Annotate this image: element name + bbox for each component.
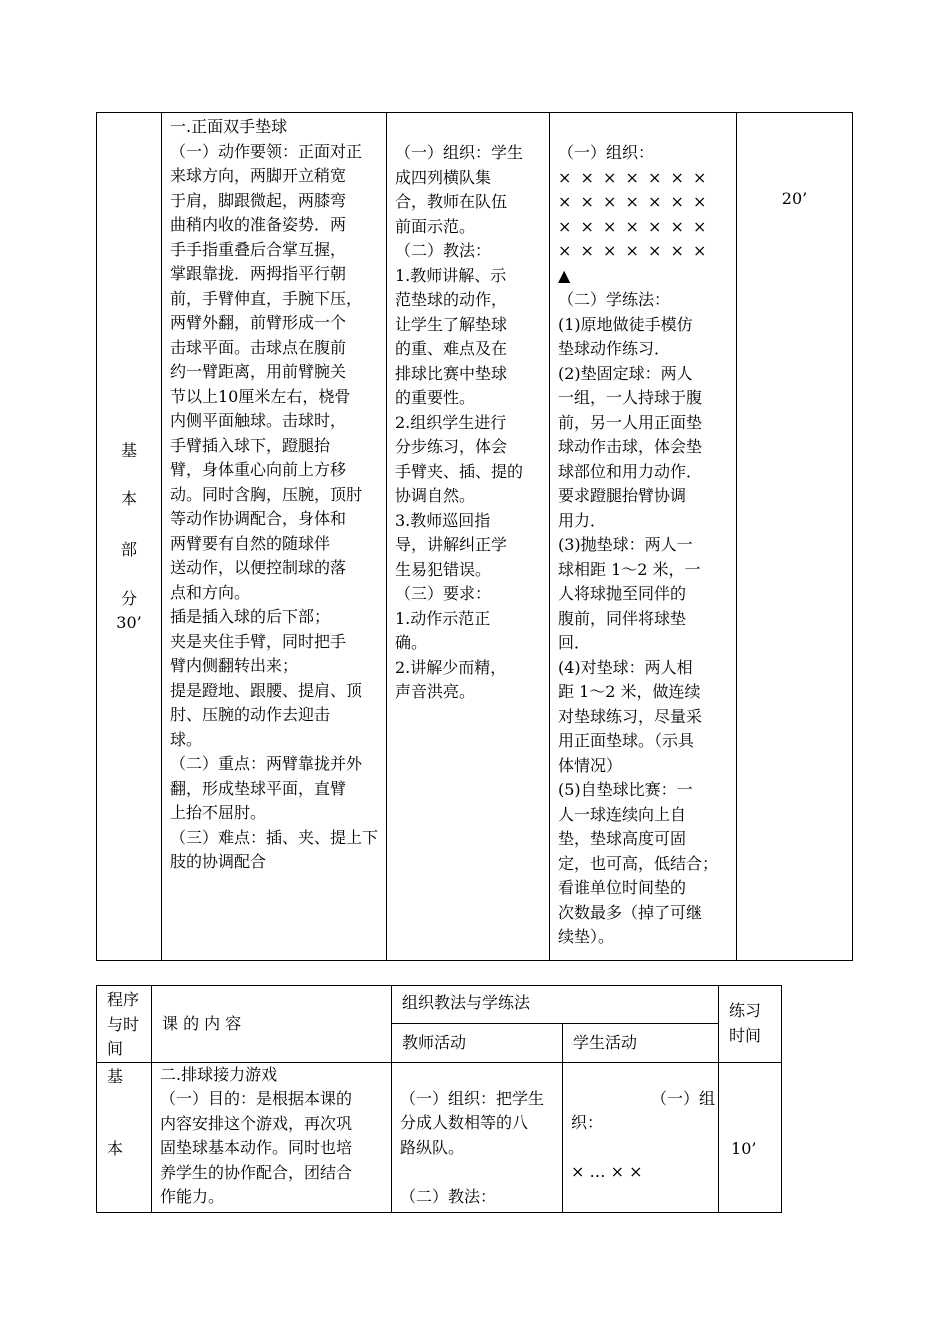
- header-organization: [392, 986, 719, 1024]
- student-line: 用正面垫球。（示具: [558, 731, 695, 750]
- row-practice-time: 10’: [731, 1138, 757, 1158]
- section-label-line: 部: [120, 540, 137, 559]
- header-teacher: [392, 1024, 563, 1062]
- student-line: 续垫）。: [558, 927, 615, 946]
- content-line: 翻，形成垫球平面，直臂: [170, 778, 347, 798]
- student-line: × × × × × × ×: [558, 167, 709, 187]
- teacher-line: 的重、难点及在: [395, 339, 508, 358]
- row-label-cell: [97, 1062, 152, 1212]
- teacher-line: 排球比赛中垫球: [395, 363, 508, 383]
- student-line: 垫，垫球高度可固: [558, 829, 687, 848]
- content-line: 臂内侧翻转出来；: [170, 656, 299, 675]
- header-teacher-label: 教师活动: [402, 1032, 467, 1052]
- content-line: 作能力。: [160, 1187, 225, 1206]
- student-line: 人一球连续向上自: [558, 804, 687, 824]
- student-line: 球部位和用力动作．: [558, 461, 703, 481]
- row-label-line: 基: [107, 1066, 124, 1086]
- content-line: 一.正面双手垫球: [170, 117, 288, 136]
- row-label-line: 本: [107, 1139, 124, 1158]
- content-line: 手手指重叠后合掌互握，: [170, 239, 347, 259]
- header-lesson-content: [152, 986, 392, 1063]
- student-line: × … × ×: [571, 1162, 643, 1181]
- content-line: 提是蹬地、跟腰、提肩、顶: [170, 680, 363, 700]
- teacher-line: 协调自然。: [395, 486, 476, 505]
- content-line: （一）目的：是根据本课的: [160, 1089, 353, 1108]
- teacher-line: 2.组织学生进行: [395, 412, 507, 432]
- content-line: 插是插入球的后下部；: [170, 607, 331, 626]
- row-teacher-text: [392, 1063, 562, 1210]
- student-line: 距 1～2 米，做连续: [558, 682, 701, 701]
- student-line: 腹前，同伴将球垫: [558, 608, 687, 628]
- lesson-content-cell: [162, 113, 387, 961]
- teacher-line: 范垫球的动作，: [395, 290, 508, 309]
- content-line: 击球平面。击球点在腹前: [170, 337, 347, 357]
- student-line: 前，另一人用正面垫: [558, 412, 703, 432]
- lesson-table-part2: [96, 985, 782, 1213]
- student-line: × × × × × × ×: [558, 192, 709, 211]
- lesson-table-part1: [96, 112, 853, 961]
- student-line: 对垫球练习，尽量采: [558, 706, 703, 726]
- student-line: ▲: [558, 265, 571, 285]
- teacher-line: 导，讲解纠正学: [395, 535, 508, 554]
- teacher-line: 前面示范。: [395, 216, 476, 236]
- student-line: 体情况）: [558, 755, 623, 775]
- teacher-line: 1.动作示范正: [395, 608, 491, 628]
- content-line: 手臂插入球下，蹬腿抬: [170, 435, 331, 455]
- teacher-line: （二）教法：: [400, 1186, 497, 1206]
- student-line: 一组，一人持球于腹: [558, 388, 703, 407]
- header-student-label: 学生活动: [573, 1032, 638, 1052]
- teacher-line: 生易犯错误。: [395, 559, 492, 579]
- student-line: (3)抛垫球：两人一: [558, 535, 693, 554]
- content-line: 固垫球基本动作。同时也培: [160, 1138, 353, 1157]
- content-line: 两臂外翻，前臂形成一个: [170, 313, 347, 332]
- content-line: 二.排球接力游戏: [160, 1064, 278, 1084]
- student-line: 要求蹬腿抬臂协调: [558, 486, 687, 505]
- row-content-text: [152, 1063, 391, 1210]
- teacher-line: 1.教师讲解、示: [395, 265, 507, 285]
- teacher-line: 声音洪亮。: [395, 682, 476, 701]
- content-line: 动。同时含胸，压腕，顶肘: [170, 484, 363, 504]
- teacher-line: [400, 1160, 556, 1185]
- teacher-line: 成四列横队集: [395, 167, 492, 187]
- student-line: (2)垫固定球：两人: [558, 363, 693, 383]
- content-line: 来球方向，两脚开立稍宽: [170, 166, 347, 185]
- section-label-line: 30’: [116, 613, 142, 632]
- student-line: 看谁单位时间垫的: [558, 878, 687, 897]
- teacher-line: 让学生了解垫球: [395, 314, 508, 334]
- content-line: 养学生的协作配合，团结合: [160, 1162, 353, 1182]
- time-cell: [737, 113, 853, 961]
- student-line: (5)自垫球比赛：一: [558, 780, 693, 799]
- student-line: 回．: [558, 633, 591, 652]
- teacher-line: 2.讲解少而精，: [395, 657, 507, 677]
- content-line: 两臂要有自然的随球伴: [170, 533, 331, 553]
- row-time-cell: [719, 1062, 782, 1212]
- teacher-line: 确。: [395, 633, 428, 652]
- content-line: 肘、压腕的动作去迎击: [170, 705, 331, 724]
- student-line: × × × × × × ×: [558, 216, 709, 236]
- teacher-line: （三）要求：: [395, 584, 492, 603]
- teacher-line: 3.教师巡回指: [395, 510, 491, 530]
- content-line: 前，手臂伸直，手腕下压，: [170, 288, 363, 308]
- section-label-cell: [97, 113, 162, 961]
- header-student: [563, 1024, 719, 1062]
- practice-time: 20’: [781, 189, 808, 208]
- student-activity-text: [550, 113, 736, 950]
- lesson-content-text: [162, 113, 386, 875]
- content-line: 上抬不屈肘。: [170, 803, 267, 822]
- header-content-label: 课 的 内 容: [162, 1013, 242, 1033]
- student-line: 定，也可高，低结合；: [558, 853, 719, 873]
- teacher-line: 分成人数相等的八: [400, 1113, 529, 1132]
- header-line: 与时: [107, 1014, 140, 1034]
- header-line: 程序: [107, 990, 140, 1009]
- student-line: 垫球动作练习．: [558, 339, 671, 358]
- student-line: 球相距 1～2 米，一: [558, 559, 701, 579]
- teacher-line: 的重要性。: [395, 388, 476, 407]
- teacher-line: （二）教法：: [395, 241, 492, 260]
- content-line: 于肩，脚跟微起，两膝弯: [170, 190, 347, 210]
- teacher-activity-text: [387, 113, 549, 705]
- content-line: 肢的协调配合: [170, 852, 267, 871]
- student-line: 用力．: [558, 510, 607, 530]
- row-student-cell: [563, 1062, 719, 1212]
- section-label-line: 基: [120, 441, 137, 460]
- row-teacher-cell: [392, 1062, 563, 1212]
- student-line: [571, 1136, 712, 1161]
- content-line: 内侧平面触球。击球时，: [170, 411, 347, 430]
- content-line: 送动作，以便控制球的落: [170, 558, 347, 577]
- header-procedure-time: [97, 986, 152, 1063]
- section-label-line: 本: [120, 489, 137, 508]
- content-line: 掌跟靠拢．两拇指平行朝: [170, 264, 347, 283]
- teacher-line: 合，教师在队伍: [395, 192, 508, 211]
- content-line: 节以上10厘米左右，桡骨: [170, 386, 351, 406]
- student-line: （二）学练法：: [558, 290, 671, 309]
- row-content-cell: [152, 1062, 392, 1212]
- teacher-line: 手臂夹、插、提的: [395, 461, 524, 481]
- header-organization-label: 组织教法与学练法: [402, 993, 531, 1012]
- teacher-activity-cell: [387, 113, 550, 961]
- content-line: 内容安排这个游戏，再次巩: [160, 1113, 353, 1133]
- student-line: 织：: [571, 1113, 604, 1132]
- teacher-line: （一）组织：把学生: [400, 1088, 545, 1108]
- content-line: 约一臂距离，用前臂腕关: [170, 362, 347, 381]
- content-line: 点和方向。: [170, 582, 251, 602]
- content-line: 夹是夹住手臂，同时把手: [170, 631, 347, 651]
- header-line: 练习: [729, 1001, 762, 1021]
- content-line: （三）难点：插、夹、提上下: [170, 827, 379, 847]
- student-line: (4)对垫球：两人相: [558, 657, 693, 677]
- student-line: × × × × × × ×: [558, 241, 709, 260]
- header-practice-time: [719, 986, 782, 1063]
- content-line: 球。: [170, 729, 203, 749]
- student-line: 球动作击球，体会垫: [558, 437, 703, 456]
- content-line: 臂，身体重心向前上方移: [170, 460, 347, 479]
- teacher-line: （一）组织：学生: [395, 143, 524, 162]
- header-line: 时间: [729, 1025, 762, 1045]
- teacher-line: 路纵队。: [400, 1137, 465, 1157]
- student-activity-cell: [550, 113, 737, 961]
- content-line: 曲稍内收的准备姿势．两: [170, 215, 347, 234]
- teacher-line: 分步练习，体会: [395, 437, 508, 456]
- student-line: 人将球抛至同伴的: [558, 584, 687, 603]
- content-line: 等动作协调配合，身体和: [170, 509, 347, 528]
- student-line: 次数最多（掉了可继: [558, 902, 703, 922]
- student-line: (1)原地做徒手模仿: [558, 314, 693, 334]
- student-line: （一）组织：: [558, 143, 655, 162]
- content-line: （一）动作要领：正面对正: [170, 141, 363, 161]
- student-line: （一）组: [651, 1088, 716, 1108]
- row-student-text: [563, 1063, 718, 1185]
- section-label-line: 分: [120, 589, 137, 608]
- content-line: （二）重点：两臂靠拢并外: [170, 754, 363, 773]
- header-line: 间: [107, 1039, 124, 1058]
